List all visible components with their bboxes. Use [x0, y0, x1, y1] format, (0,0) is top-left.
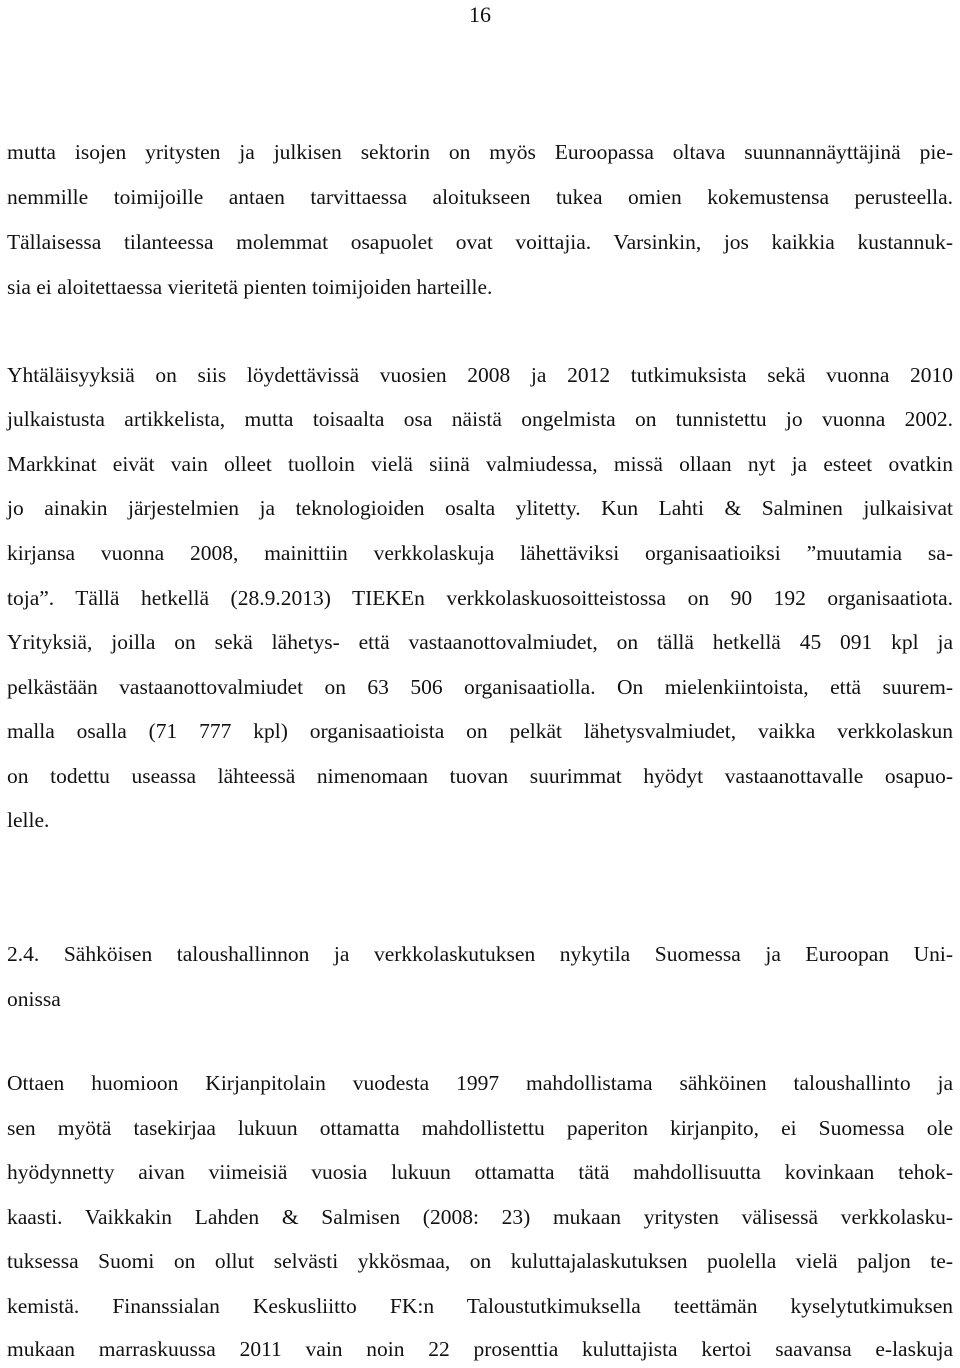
section-heading-line: onissa: [7, 987, 61, 1011]
paragraph-line: kirjansa vuonna 2008, mainittiin verkkolaskuja lähettäviksi organisaatioiksi ”muutamia sa-: [7, 541, 953, 565]
paragraph-line: kemistä. Finanssialan Keskusliitto FK:n Taloustutkimuksella teettämän kyselytutkimuksen: [7, 1294, 953, 1318]
paragraph-line: tuksessa Suomi on ollut selvästi ykkösmaa, on kuluttajalaskutuksen puolella vielä paljon te-: [7, 1249, 953, 1273]
paragraph-line: on todettu useassa lähteessä nimenomaan tuovan suurimmat hyödyt vastaanottavalle osapuo-: [7, 764, 953, 788]
paragraph-line: sen myötä tasekirjaa lukuun ottamatta mahdollistettu paperiton kirjanpito, ei Suomessa ole: [7, 1116, 953, 1140]
paragraph-line: sia ei aloitettaessa vieritetä pienten toimijoiden harteille.: [7, 275, 493, 299]
paragraph-line: mukaan marraskuussa 2011 vain noin 22 prosenttia kuluttajista kertoi saavansa e-laskuja: [7, 1337, 953, 1361]
paragraph-line: Markkinat eivät vain olleet tuolloin vielä siinä valmiudessa, missä ollaan nyt ja esteet ovatkin: [7, 452, 953, 476]
paragraph-line: kaasti. Vaikkakin Lahden & Salmisen (2008: 23) mukaan yritysten välisessä verkkolasku-: [7, 1205, 953, 1229]
paragraph-line: Yhtäläisyyksiä on siis löydettävissä vuosien 2008 ja 2012 tutkimuksista sekä vuonna 2010: [7, 363, 953, 387]
section-heading-line: 2.4. Sähköisen taloushallinnon ja verkkolaskutuksen nykytila Suomessa ja Euroopan Uni-: [7, 942, 953, 966]
paragraph-line: nemmille toimijoille antaen tarvittaessa aloitukseen tukea omien kokemustensa perusteella.: [7, 185, 953, 209]
paragraph-line: jo ainakin järjestelmien ja teknologioiden osalta ylitetty. Kun Lahti & Salminen julkaisivat: [7, 496, 953, 520]
paragraph-line: Yrityksiä, joilla on sekä lähetys- että vastaanottovalmiudet, on tällä hetkellä 45 091 kpl ja: [7, 630, 953, 654]
paragraph-line: toja”. Tällä hetkellä (28.9.2013) TIEKEn verkkolaskuosoitteistossa on 90 192 organisaatiota.: [7, 586, 953, 610]
page-number: 16: [469, 2, 491, 27]
paragraph-line: malla osalla (71 777 kpl) organisaatioista on pelkät lähetysvalmiudet, vaikka verkkolaskun: [7, 719, 953, 743]
paragraph-line: pelkästään vastaanottovalmiudet on 63 506 organisaatiolla. On mielenkiintoista, että suurem-: [7, 675, 953, 699]
paragraph-line: hyödynnetty aivan viimeisiä vuosia lukuun ottamatta tätä mahdollisuutta kovinkaan tehok-: [7, 1160, 953, 1184]
paragraph-line: mutta isojen yritysten ja julkisen sektorin on myös Euroopassa oltava suunnannäyttäjinä pie-: [7, 140, 953, 164]
paragraph-line: julkaistusta artikkelista, mutta toisaalta osa näistä ongelmista on tunnistettu jo vuonna 2002.: [7, 407, 953, 431]
paragraph-line: lelle.: [7, 808, 50, 832]
paragraph-line: Tällaisessa tilanteessa molemmat osapuolet ovat voittajia. Varsinkin, jos kaikkia kustannuk-: [7, 230, 953, 254]
paragraph-line: Ottaen huomioon Kirjanpitolain vuodesta 1997 mahdollistama sähköinen taloushallinto ja: [7, 1071, 953, 1095]
